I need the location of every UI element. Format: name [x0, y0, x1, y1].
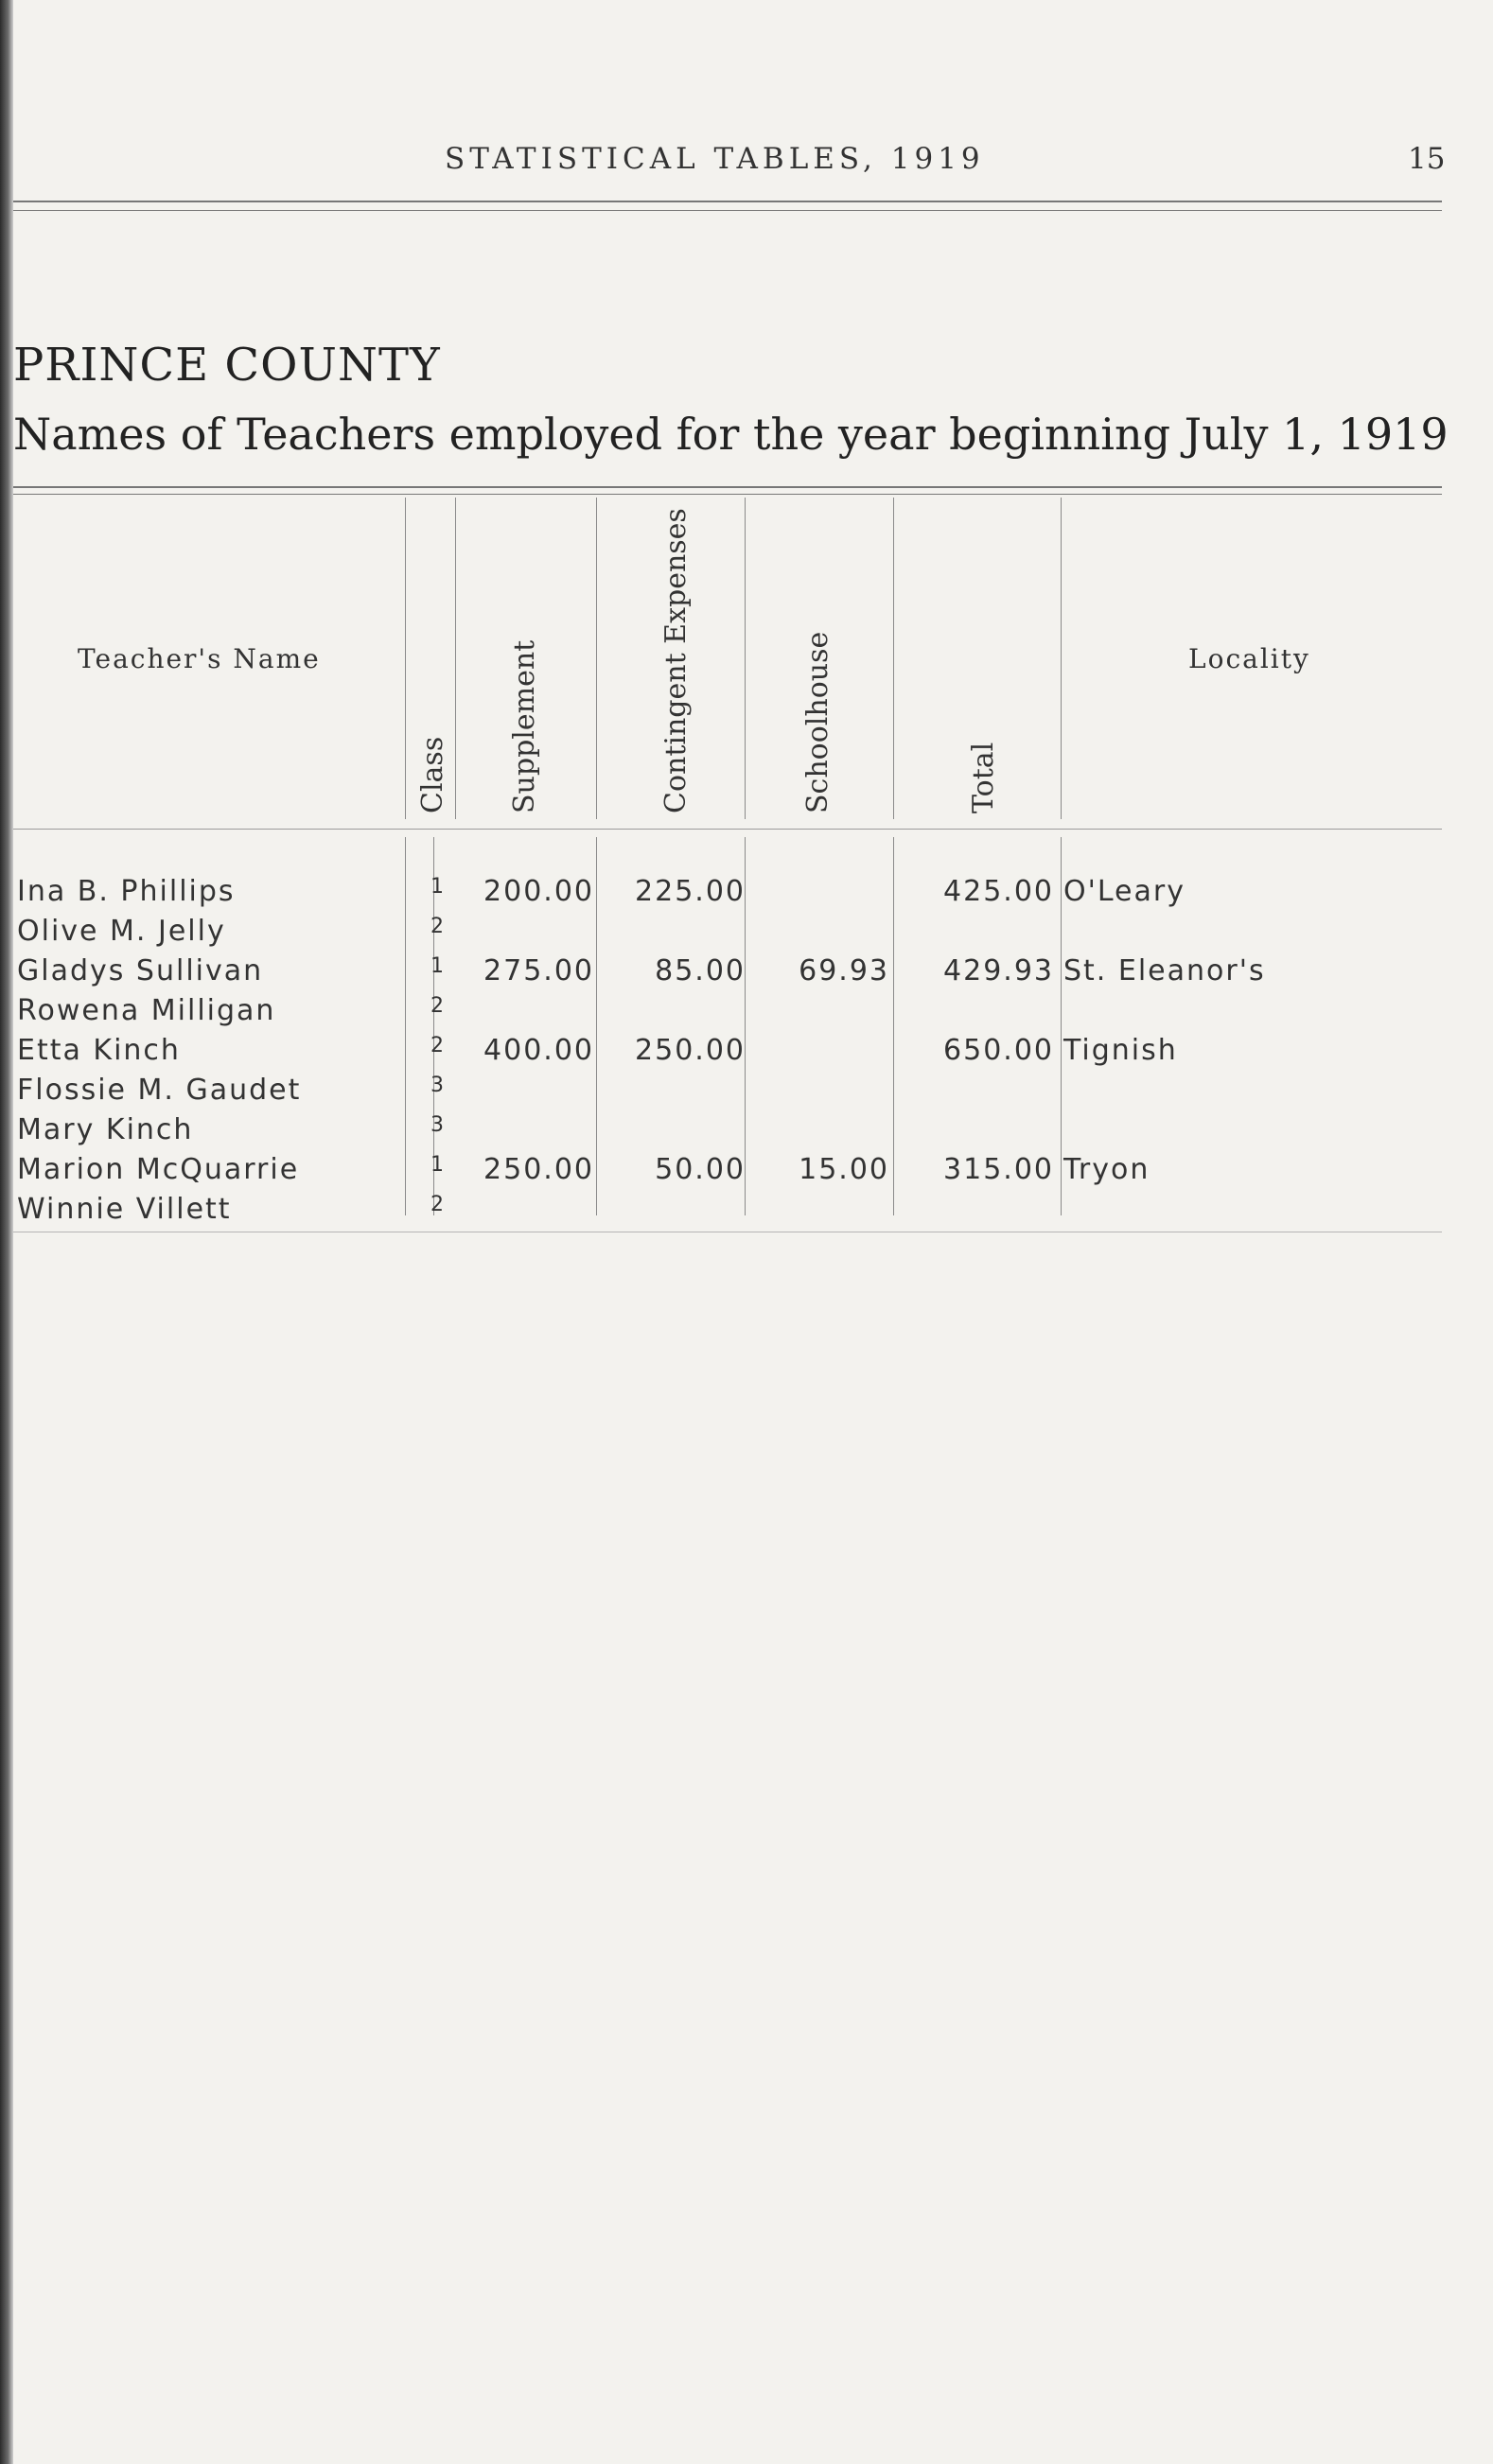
contingent-value: 225.00 — [635, 875, 746, 908]
column-divider — [596, 498, 597, 819]
total-value: 315.00 — [943, 1153, 1054, 1186]
header-schoolhouse: Schoolhouse — [801, 631, 834, 813]
header-supplement: Supplement — [508, 639, 541, 813]
header-rule-thin — [13, 210, 1442, 211]
header-rule — [13, 201, 1442, 202]
header-bottom-rule — [13, 829, 1442, 830]
column-divider — [893, 498, 894, 819]
teacher-name: Gladys Sullivan — [17, 954, 264, 987]
table-row — [0, 994, 1493, 1034]
locality-value: St. Eleanor's — [1063, 954, 1266, 987]
contingent-value: 250.00 — [635, 1034, 746, 1067]
header-class: Class — [416, 736, 449, 813]
running-title: STATISTICAL TABLES, 1919 — [445, 142, 985, 176]
table-row — [0, 1034, 1493, 1074]
table-row — [0, 1153, 1493, 1193]
supplement-value: 250.00 — [483, 1153, 594, 1186]
class-value: 1 — [430, 875, 446, 899]
table-row — [0, 915, 1493, 954]
header-teacher-name: Teacher's Name — [78, 643, 321, 674]
table-row — [0, 1113, 1493, 1153]
class-value: 2 — [430, 1193, 446, 1216]
locality-value: Tignish — [1063, 1034, 1178, 1067]
class-value: 3 — [430, 1074, 446, 1097]
total-value: 429.93 — [943, 954, 1054, 987]
column-divider — [745, 498, 746, 819]
class-value: 2 — [430, 1034, 446, 1057]
header-contingent-expenses: Contingent Expenses — [659, 508, 693, 813]
teacher-name: Marion McQuarrie — [17, 1153, 300, 1186]
column-divider — [1061, 498, 1062, 819]
table-top-rule — [13, 486, 1442, 488]
teacher-name: Flossie M. Gaudet — [17, 1074, 302, 1107]
table-row — [0, 954, 1493, 994]
column-divider — [405, 498, 406, 819]
supplement-value: 275.00 — [483, 954, 594, 987]
header-locality: Locality — [1188, 643, 1310, 674]
contingent-value: 85.00 — [655, 954, 746, 987]
locality-value: Tryon — [1063, 1153, 1150, 1186]
class-value: 1 — [430, 1153, 446, 1177]
header-total: Total — [967, 742, 1000, 813]
table-row — [0, 1074, 1493, 1113]
total-value: 425.00 — [943, 875, 1054, 908]
supplement-value: 200.00 — [483, 875, 594, 908]
class-value: 2 — [430, 994, 446, 1018]
column-divider — [455, 498, 456, 819]
class-value: 2 — [430, 915, 446, 938]
table-row — [0, 875, 1493, 915]
teacher-name: Etta Kinch — [17, 1034, 181, 1067]
teacher-name: Mary Kinch — [17, 1113, 194, 1146]
teacher-name: Olive M. Jelly — [17, 915, 226, 948]
schoolhouse-value: 69.93 — [799, 954, 889, 987]
supplement-value: 400.00 — [483, 1034, 594, 1067]
teacher-name: Winnie Villett — [17, 1193, 232, 1226]
table-subtitle: Names of Teachers employed for the year beginning July 1, 1919 — [13, 409, 1449, 460]
running-head — [0, 142, 1493, 189]
table-top-rule-thin — [13, 494, 1442, 495]
table-row — [0, 1193, 1493, 1232]
teacher-name: Rowena Milligan — [17, 994, 276, 1027]
class-value: 3 — [430, 1113, 446, 1137]
class-value: 1 — [430, 954, 446, 978]
total-value: 650.00 — [943, 1034, 1054, 1067]
page-number: 15 — [1408, 142, 1446, 176]
locality-value: O'Leary — [1063, 875, 1186, 908]
county-heading: PRINCE COUNTY — [13, 339, 441, 392]
contingent-value: 50.00 — [655, 1153, 746, 1186]
schoolhouse-value: 15.00 — [799, 1153, 889, 1186]
teacher-name: Ina B. Phillips — [17, 875, 236, 908]
